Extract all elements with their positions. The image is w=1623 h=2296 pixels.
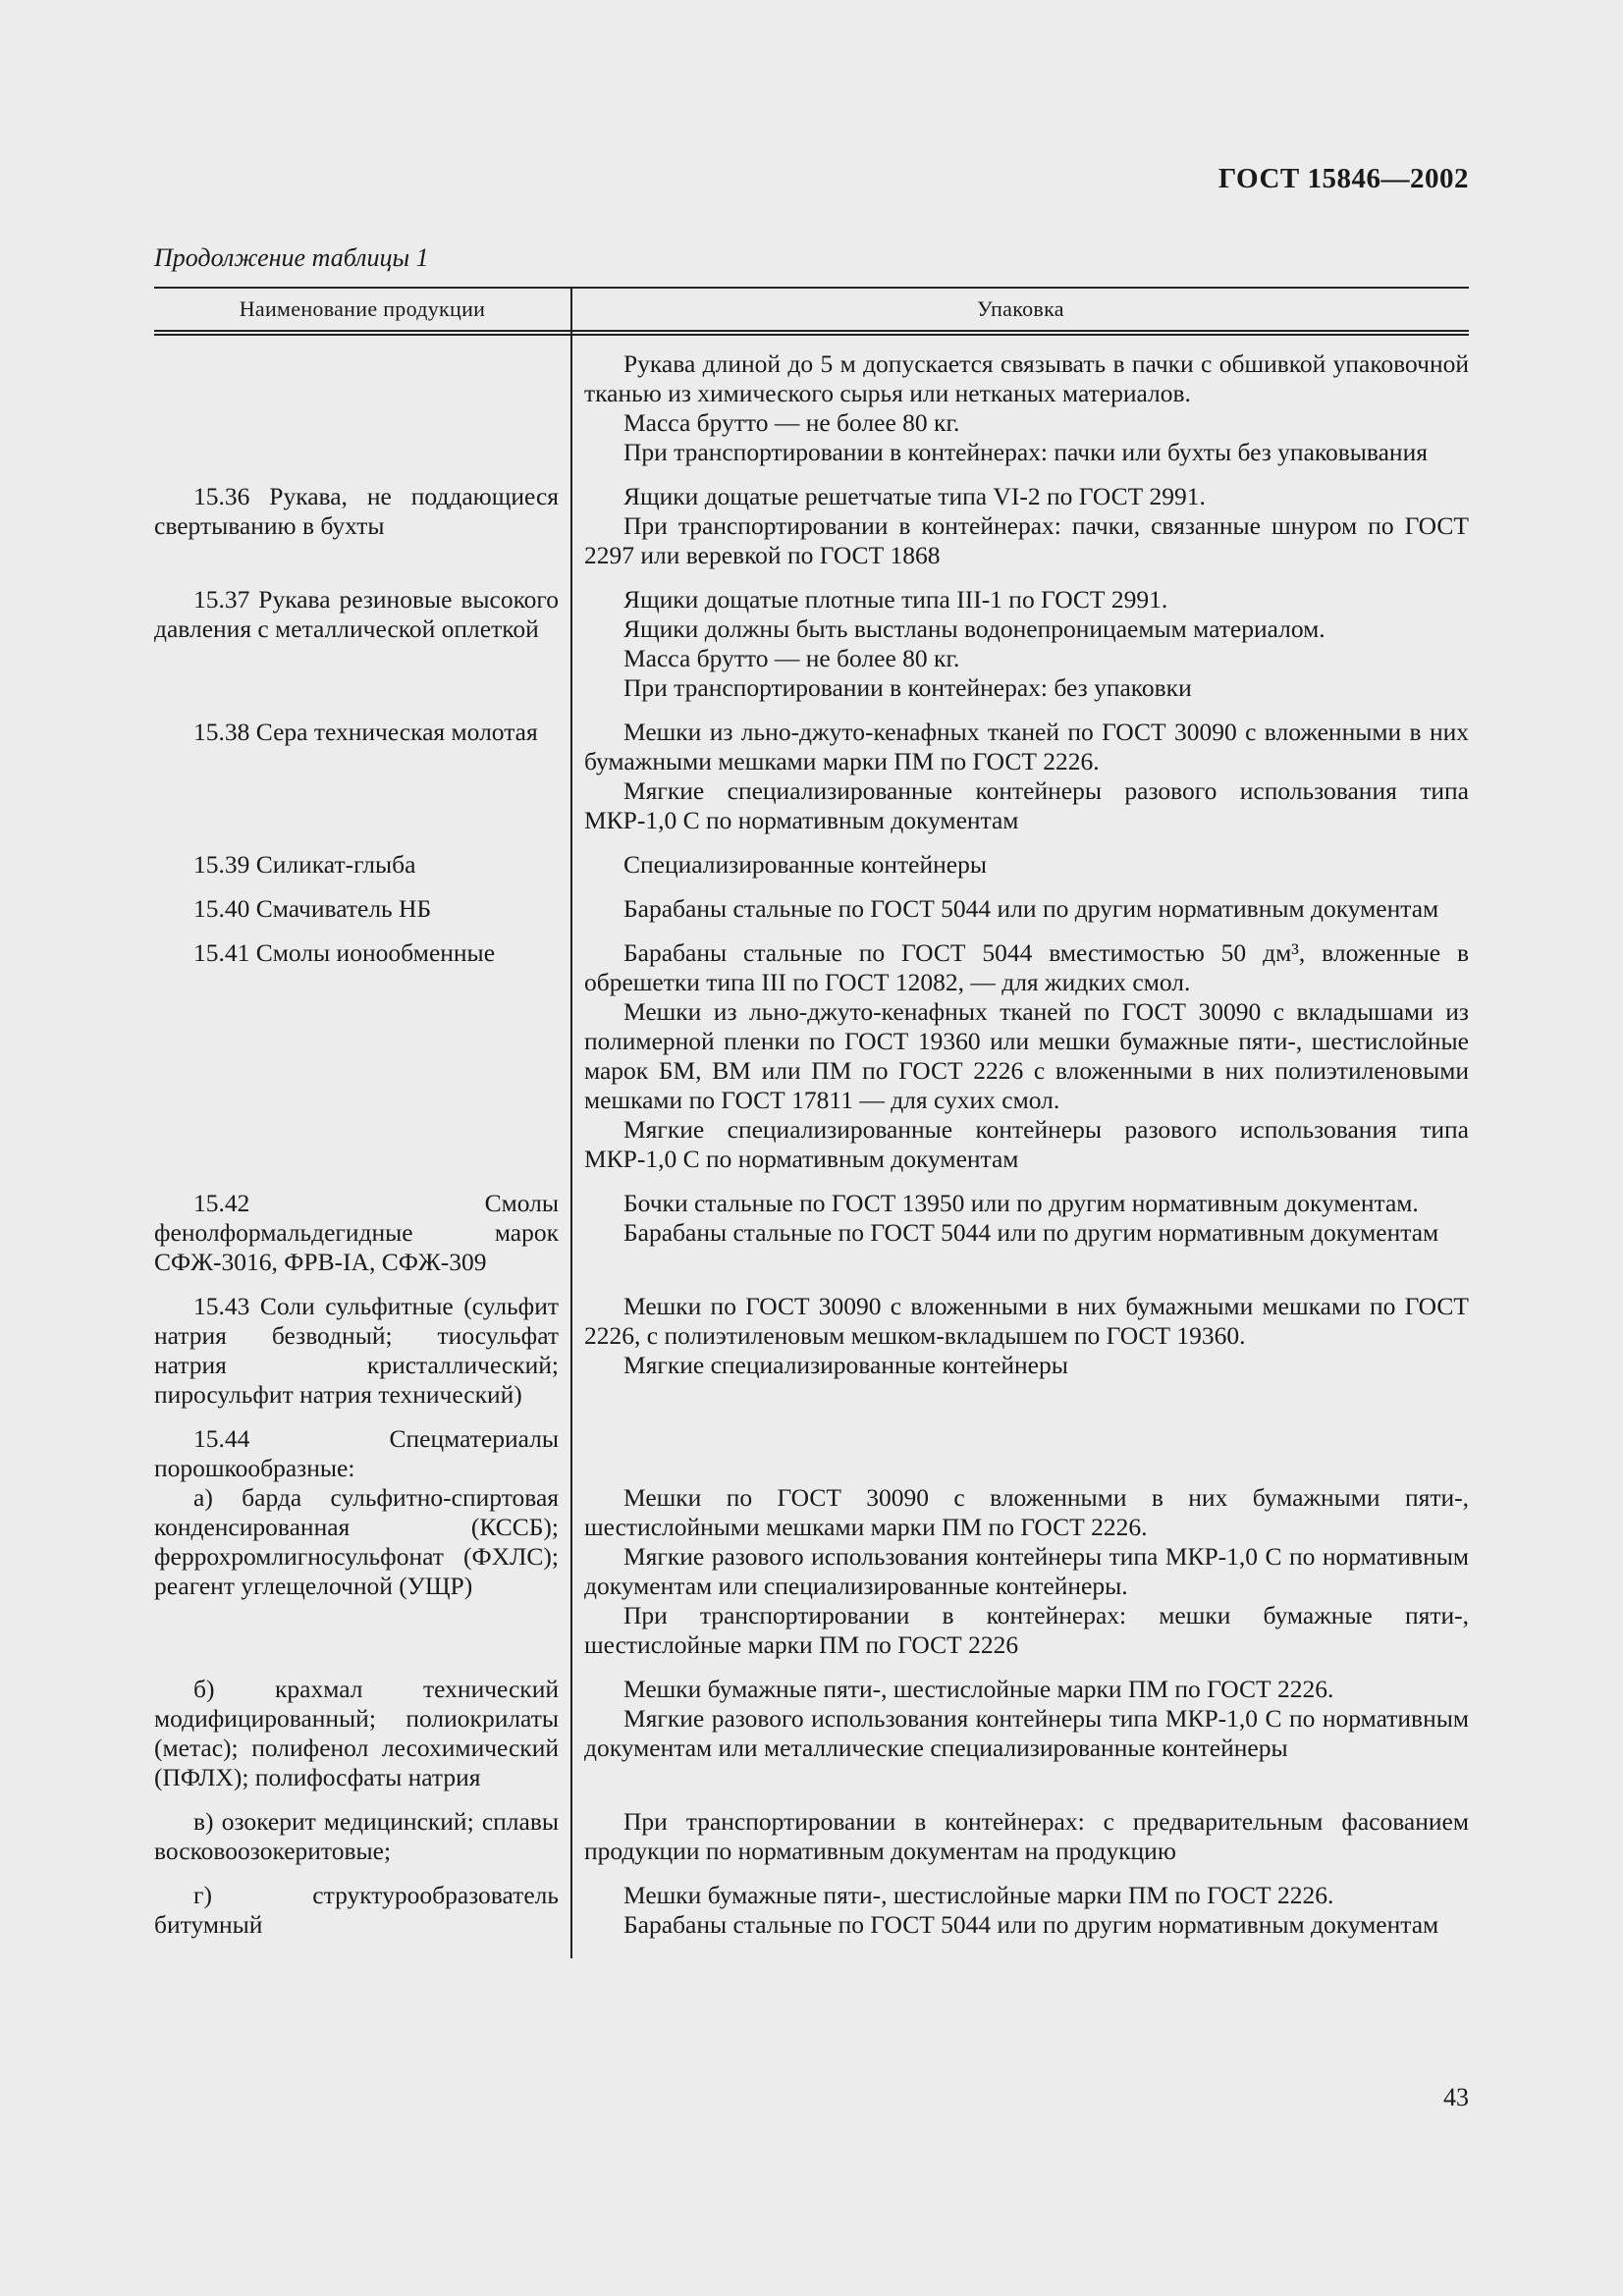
table-row: [154, 585, 1469, 703]
table-row: [154, 1807, 1469, 1866]
packaging-text: Мешки из льно-джуто-кенафных тканей по ГОСТ 30090 с вкладышами из полимерной пленки по ГОСТ 19360 или мешки бумажные пяти-, шестислойные марок БМ, ВМ или ПМ по ГОСТ 2226 с вложенными в них полиэтиленовыми мешками по ГОСТ 17811 — для сухих смол.: [584, 997, 1469, 1114]
packaging-text: Масса брутто — не более 80 кг.: [623, 408, 960, 437]
packaging-cell: [570, 1675, 1469, 1792]
packaging-cell: [570, 1424, 1469, 1660]
table-row: [154, 850, 1469, 880]
product-name-cell: [154, 850, 570, 880]
page-number: 43: [1443, 2083, 1469, 2111]
packaging-text: Барабаны стальные по ГОСТ 5044 или по другим нормативным документам: [623, 1218, 1439, 1247]
packaging-cell: [570, 1189, 1469, 1277]
table-row: [154, 349, 1469, 467]
product-name-text: 15.36 Рукава, не поддающиеся свертыванию в бухты: [154, 482, 559, 540]
packaging-cell: [570, 1807, 1469, 1866]
packaging-cell: [570, 482, 1469, 570]
packaging-text: Мягкие специализированные контейнеры разового использования типа МКР-1,0 С по нормативным документам: [584, 776, 1469, 834]
product-name-text: г) структурообразователь битумный: [154, 1881, 559, 1939]
packaging-text: Бочки стальные по ГОСТ 13950 или по другим нормативным документам.: [623, 1189, 1419, 1217]
packaging-text: Мешки по ГОСТ 30090 с вложенными в них бумажными пяти-, шестислойными мешками марки ПМ по ГОСТ 2226.: [584, 1483, 1469, 1541]
packaging-text: [584, 1424, 1469, 1454]
product-name-text: 15.44 Спецматериалы порошкообразные:: [154, 1424, 559, 1482]
packaging-text: Специализированные контейнеры: [623, 850, 987, 879]
table-header: [154, 287, 1469, 330]
product-name-cell: [154, 585, 570, 703]
packaging-text: Барабаны стальные по ГОСТ 5044 вместимостью 50 дм³, вложенные в обрешетки типа III по ГОСТ 12082, — для жидких смол.: [584, 938, 1469, 996]
packaging-text: [584, 1454, 1469, 1483]
table-row: [154, 938, 1469, 1174]
product-name-cell: [154, 482, 570, 570]
packaging-text: Ящики должны быть выстланы водонепроницаемым материалом.: [623, 614, 1325, 643]
table-row: [154, 718, 1469, 835]
packaging-text: При транспортировании в контейнерах: мешки бумажные пяти-, шестислойные марки ПМ по ГОСТ 2226: [584, 1601, 1469, 1659]
packaging-cell: [570, 1881, 1469, 1940]
product-name-text: 15.38 Сера техническая молотая: [193, 718, 538, 746]
packaging-text: Мешки бумажные пяти-, шестислойные марки ПМ по ГОСТ 2226.: [623, 1881, 1334, 1909]
packaging-text: При транспортировании в контейнерах: с предварительным фасованием продукции по нормативным документам на продукцию: [584, 1807, 1469, 1865]
table-body: [154, 336, 1469, 1958]
product-name-text: 15.39 Силикат-глыба: [193, 850, 416, 879]
column-header-product: Наименование продукции: [154, 289, 572, 330]
packaging-text: Ящики дощатые плотные типа III-1 по ГОСТ 2991.: [623, 585, 1168, 614]
packaging-text: Мягкие специализированные контейнеры разового использования типа МКР-1,0 С по нормативным документам: [584, 1115, 1469, 1173]
packaging-text: Мешки по ГОСТ 30090 с вложенными в них бумажными мешками по ГОСТ 2226, с полиэтиленовым мешком-вкладышем по ГОСТ 19360.: [584, 1292, 1469, 1350]
packaging-table: [154, 287, 1469, 1958]
packaging-text: При транспортировании в контейнерах: пачки, связанные шнуром по ГОСТ 2297 или веревкой по ГОСТ 1868: [584, 511, 1469, 569]
product-name-text: 15.41 Смолы ионообменные: [193, 938, 496, 967]
packaging-text: Мешки из льно-джуто-кенафных тканей по ГОСТ 30090 с вложенными в них бумажными мешками марки ПМ по ГОСТ 2226.: [584, 718, 1469, 775]
packaging-text: Мягкие разового использования контейнеры типа МКР-1,0 С по нормативным документам или металлические специализированные контейнеры: [584, 1704, 1469, 1762]
table-row: [154, 894, 1469, 924]
table-row: [154, 1424, 1469, 1660]
packaging-text: Рукава длиной до 5 м допускается связывать в пачки с обшивкой упаковочной тканью из химического сырья или нетканых материалов.: [584, 349, 1469, 407]
product-name-text: 15.37 Рукава резиновые высокого давления с металлической оплеткой: [154, 585, 559, 643]
packaging-text: Ящики дощатые решетчатые типа VI-2 по ГОСТ 2991.: [623, 482, 1206, 510]
product-name-text: 15.42 Смолы фенолформальдегидные марок СФЖ-3016, ФРВ-IА, СФЖ-309: [154, 1189, 559, 1276]
product-name-cell: [154, 1292, 570, 1410]
product-name-cell: [154, 938, 570, 1174]
product-name-cell: [154, 718, 570, 835]
packaging-cell: [570, 850, 1469, 880]
packaging-text: При транспортировании в контейнерах: без упаковки: [623, 673, 1192, 702]
column-header-packaging: Упаковка: [977, 296, 1064, 321]
product-name-cell: [154, 1675, 570, 1792]
product-name-cell: [154, 1881, 570, 1940]
product-name-cell: [154, 349, 570, 467]
table-row: [154, 1675, 1469, 1792]
packaging-text: Мягкие разового использования контейнеры типа МКР-1,0 С по нормативным документам или специализированные контейнеры.: [584, 1542, 1469, 1600]
table-row: [154, 1189, 1469, 1277]
table-row: [154, 482, 1469, 570]
packaging-cell: [570, 1292, 1469, 1410]
packaging-text: Барабаны стальные по ГОСТ 5044 или по другим нормативным документам: [623, 894, 1439, 923]
packaging-text: Барабаны стальные по ГОСТ 5044 или по другим нормативным документам: [623, 1910, 1439, 1939]
product-name-cell: [154, 1189, 570, 1277]
table-row: [154, 1292, 1469, 1410]
product-name-text: а) барда сульфитно-спиртовая конденсированная (КССБ); феррохромлигносульфонат (ФХЛС); реагент углещелочной (УЩР): [154, 1483, 559, 1600]
packaging-cell: [570, 349, 1469, 467]
product-name-text: б) крахмал технический модифицированный; полиокрилаты (метас); полифенол лесохимический (ПФЛХ); полифосфаты натрия: [154, 1675, 559, 1791]
product-name-cell: [154, 1424, 570, 1660]
packaging-text: Мягкие специализированные контейнеры: [623, 1351, 1068, 1379]
table-caption: Продолжение таблицы 1: [154, 243, 429, 272]
document-id: ГОСТ 15846—2002: [1217, 163, 1469, 194]
packaging-cell: [570, 938, 1469, 1174]
product-name-cell: [154, 1807, 570, 1866]
packaging-cell: [570, 894, 1469, 924]
packaging-text: Мешки бумажные пяти-, шестислойные марки ПМ по ГОСТ 2226.: [623, 1675, 1334, 1703]
packaging-cell: [570, 718, 1469, 835]
packaging-text: При транспортировании в контейнерах: пачки или бухты без упаковывания: [623, 438, 1428, 466]
product-name-cell: [154, 894, 570, 924]
table-row: [154, 1881, 1469, 1940]
packaging-text: Масса брутто — не более 80 кг.: [623, 644, 960, 672]
product-name-text: 15.43 Соли сульфитные (сульфит натрия безводный; тиосульфат натрия кристаллический; пиросульфит натрия технический): [154, 1292, 559, 1409]
packaging-cell: [570, 585, 1469, 703]
product-name-text: в) озокерит медицинский; сплавы восковоозокеритовые;: [154, 1807, 559, 1865]
product-name-text: 15.40 Смачиватель НБ: [193, 894, 432, 923]
